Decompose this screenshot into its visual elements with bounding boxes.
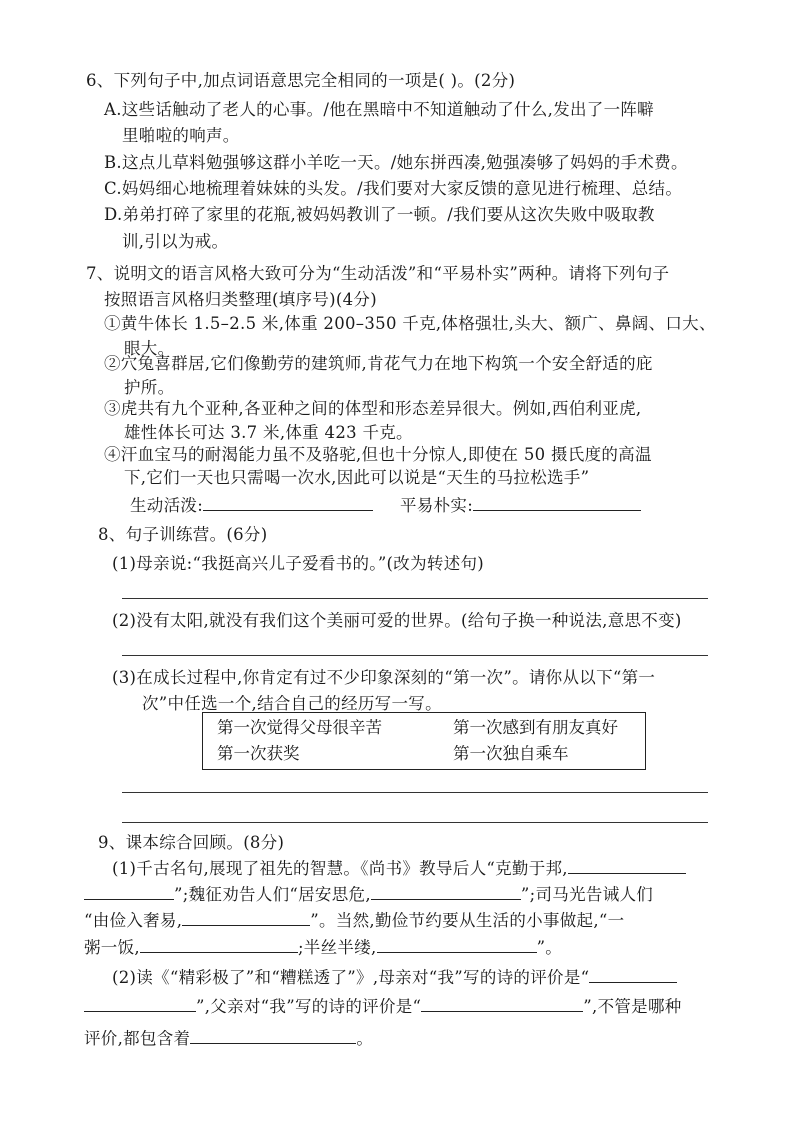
q9-text-6: 粥一饭,	[84, 938, 140, 957]
q8-answer-line-2[interactable]	[122, 655, 708, 656]
q6-option-c: C.妈妈细心地梳理着妹妹的头发。/我们要对大家反馈的意见进行梳理、总结。	[104, 179, 683, 198]
q7-sentence-2: ②穴兔喜群居,它们像勤劳的建筑师,肯花气力在地下构筑一个安全舒适的庇	[104, 354, 653, 373]
q9-part-1-line-3	[84, 909, 624, 932]
q9-text-9: (2)读《“精彩极了”和“糟糕透了”》,母亲对“我”写的诗的评价是“	[112, 968, 590, 987]
q9-text-11: ”,不管是哪种	[583, 997, 682, 1016]
q8-answer-line-4[interactable]	[122, 822, 708, 823]
q7-answer-plain	[400, 494, 641, 517]
q9-blank-5[interactable]	[140, 936, 298, 953]
q9-part-2-line-2	[84, 995, 682, 1018]
q8-option-4: 第一次独自乘车	[453, 744, 569, 763]
q8-answer-line-3[interactable]	[122, 792, 708, 793]
q9-text-12: 评价,都包含着	[84, 1029, 191, 1048]
q7-stem: 7、说明文的语言风格大致可分为“生动活泼”和“平易朴实”两种。请将下列句子	[86, 264, 670, 283]
q8-stem: 8、句子训练营。(6分)	[98, 525, 268, 544]
q8-answer-line-1[interactable]	[122, 598, 708, 599]
q8-part-1: (1)母亲说:“我挺高兴儿子爱看书的。”(改为转述句)	[112, 554, 485, 573]
q7-sentence-3: ③虎共有九个亚种,各亚种之间的体型和形态差异很大。例如,西伯利亚虎,	[104, 399, 642, 418]
q9-part-1-text: (1)千古名句,展现了祖先的智慧。《尚书》教导后人“克勤于邦,	[112, 859, 568, 878]
q9-part-1-line-4	[84, 936, 562, 959]
q9-blank-1[interactable]	[568, 857, 686, 874]
q9-part-1-line-2	[84, 883, 653, 906]
q7-sentence-3-cont: 雄性体长可达 3.7 米,体重 423 千克。	[124, 423, 413, 442]
q7-blank-plain[interactable]	[473, 494, 641, 511]
q9-part-2	[112, 966, 677, 989]
q8-part-2: (2)没有太阳,就没有我们这个美丽可爱的世界。(给句子换一种说法,意思不变)	[112, 611, 682, 630]
q7-sentence-2-cont: 护所。	[124, 378, 175, 397]
q9-blank-9[interactable]	[421, 995, 583, 1012]
q9-blank-7[interactable]	[589, 966, 677, 983]
q8-option-3: 第一次获奖	[217, 744, 300, 763]
q7-sentence-1-cont: 眼大。	[124, 339, 175, 358]
q8-options-box	[202, 712, 646, 770]
q9-stem: 9、课本综合回顾。(8分)	[98, 833, 285, 852]
q9-blank-10[interactable]	[190, 1027, 356, 1044]
q7-sentence-4: ④汗血宝马的耐渴能力虽不及骆驼,但也十分惊人,即使在 50 摄氏度的高温	[104, 445, 652, 464]
q9-text-3: ”;司马光告诫人们	[520, 885, 654, 904]
q7-answer-lively	[130, 494, 373, 517]
q7-stem-cont: 按照语言风格归类整理(填序号)(4分)	[104, 290, 377, 309]
q9-text-2: ”;魏征劝告人们“居安思危,	[174, 885, 371, 904]
q8-option-2: 第一次感到有朋友真好	[453, 718, 618, 737]
q6-option-b: B.这点儿草料勉强够这群小羊吃一天。/她东拼西凑,勉强凑够了妈妈的手术费。	[104, 153, 688, 172]
q8-part-3-cont: 次”中任选一个,结合自己的经历写一写。	[142, 694, 442, 713]
q9-blank-2[interactable]	[84, 883, 174, 900]
q6-stem: 6、下列句子中,加点词语意思完全相同的一项是( )。(2分)	[86, 71, 516, 90]
q7-blank-lively[interactable]	[203, 494, 373, 511]
q7-sentence-4-cont: 下,它们一天也只需喝一次水,因此可以说是“天生的马拉松选手”	[124, 468, 590, 487]
q9-blank-8[interactable]	[84, 995, 196, 1012]
q8-option-1: 第一次觉得父母很辛苦	[217, 718, 382, 737]
q7-label-lively: 生动活泼:	[130, 496, 204, 515]
q6-option-a: A.这些话触动了老人的心事。/他在黑暗中不知道触动了什么,发出了一阵噼	[104, 100, 654, 119]
q9-blank-3[interactable]	[371, 883, 521, 900]
q9-blank-4[interactable]	[182, 909, 310, 926]
q9-text-10: ”,父亲对“我”写的诗的评价是“	[196, 997, 422, 1016]
q6-option-d-cont: 训,引以为戒。	[122, 232, 229, 251]
q9-text-13: 。	[356, 1029, 374, 1048]
q7-sentence-1: ①黄牛体长 1.5–2.5 米,体重 200–350 千克,体格强壮,头大、额广、鼻阔、口大、	[104, 314, 716, 333]
q9-blank-6[interactable]	[377, 936, 537, 953]
q9-text-5: ”。当然,勤俭节约要从生活的小事做起,“一	[310, 911, 625, 930]
q9-part-2-line-3	[84, 1027, 373, 1050]
q9-text-4: “由俭入奢易,	[84, 911, 183, 930]
q9-part-1	[112, 857, 686, 880]
q6-option-a-cont: 里啪啦的响声。	[122, 126, 240, 145]
q7-label-plain: 平易朴实:	[400, 496, 474, 515]
q6-option-d: D.弟弟打碎了家里的花瓶,被妈妈教训了一顿。/我们要从这次失败中吸取教	[104, 205, 655, 224]
q9-text-8: ”。	[536, 938, 563, 957]
q8-part-3: (3)在成长过程中,你肯定有过不少印象深刻的“第一次”。请你从以下“第一	[112, 668, 656, 687]
q9-text-7: ;半丝半缕,	[297, 938, 377, 957]
